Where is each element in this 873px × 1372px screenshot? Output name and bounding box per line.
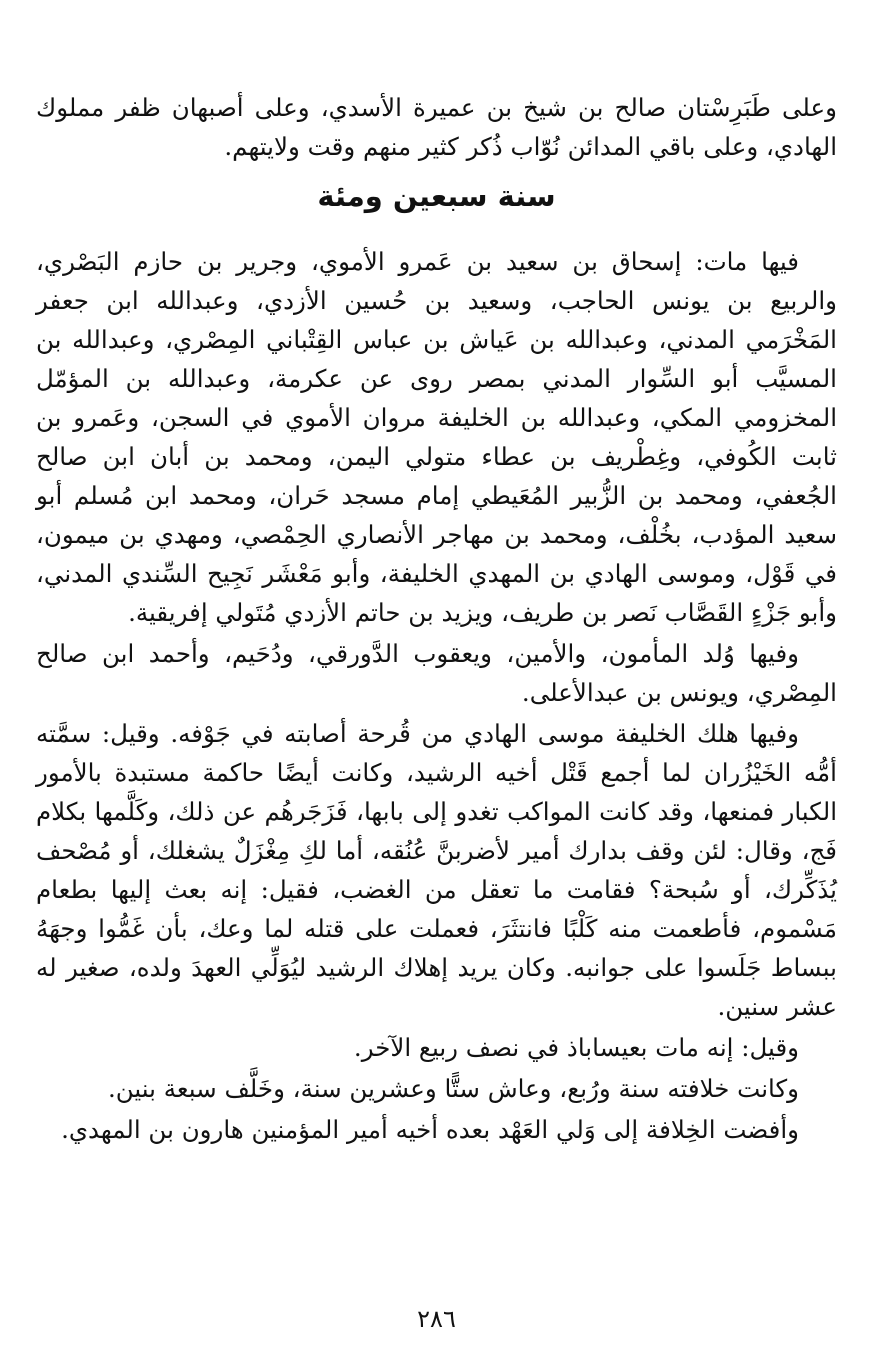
- reign-paragraph: وكانت خلافته سنة ورُبع، وعاش ستًّا وعشرين سنة، وخَلَّف سبعة بنين.: [107, 1074, 799, 1103]
- births-paragraph: وفيها وُلد المأمون، والأمين، ويعقوب الدَّورقي، ودُحَيم، وأحمد ابن صالح المِصْري، ويونس بن عبدالأعلى.: [36, 639, 837, 707]
- death-date-paragraph: وقيل: إنه مات بعيساباذ في نصف ربيع الآخر.: [353, 1033, 799, 1062]
- caliph-death-paragraph: وفيها هلك الخليفة موسى الهادي من قُرحة أصابته في جَوْفه. وقيل: سمَّته أمُّه الخَيْزُران لما أجمع قَتْل أخيه الرشيد، وكانت أيضًا حاكمة مستبدة بالأمور الكبار فمنعها، وقد كانت المواكب تغدو إلى بابها، فَزَجَرهُم عن ذلك، وكَلَّمها بكلام فَج، وقال: لئن وقف بدارك أمير لأضربنَّ عُنُقه، أما لكِ مِغْزَلٌ يشغلك، أو مُصْحف يُذَكِّرك، أو سُبحة؟ فقامت ما تعقل من الغضب، فقيل: إنه بعث إليها بطعام مَسْموم، فأطعمت منه كَلْبًا فانتثَرَ، فعملت على قتله لما وعك، بأن غَمُّوا وجهَهُ ببساط جَلَسوا على جوانبه. وكان يريد إهلاك الرشيد ليُوَلِّي العهدَ ولده، صغير له عشر سنين.: [36, 719, 837, 1021]
- section-heading: سنة سبعين ومئة: [317, 179, 556, 213]
- page-number: ٢٨٦: [417, 1305, 456, 1333]
- deaths-paragraph: فيها مات: إسحاق بن سعيد بن عَمرو الأموي، وجرير بن حازم البَصْري، والربيع بن يونس الحاجب، وسعيد بن حُسين الأزدي، وعبدالله ابن جعفر المَخْرَمي المدني، وعبدالله بن عَياش بن عباس القِتْباني المِصْري، وعبدالله بن المسيَّب أبو السِّوار المدني بمصر روى عن عكرمة، وعبدالله بن المؤمّل المخزومي المكي، وعبدالله بن الخليفة مروان الأموي في السجن، وعَمرو بن ثابت الكُوفي، وغِطْريف بن عطاء متولي اليمن، ومحمد بن أبان ابن صالح الجُعفي، ومحمد بن الزُّبير المُعَيطي إمام مسجد حَران، ومحمد ابن مُسلم أبو سعيد المؤدب، بخُلْف، ومحمد بن مهاجر الأنصاري الحِمْصي، ومهدي بن ميمون، في قَوْل، وموسى الهادي بن المهدي الخليفة، وأبو مَعْشَر نَجِيح السِّندي المدني، وأبو جَزْءٍ القَصَّاب نَصر بن طريف، ويزيد بن حاتم الأزدي مُتَولي إفريقية.: [36, 247, 837, 627]
- succession-paragraph: وأفضت الخِلافة إلى وَلي العَهْد بعده أخيه أمير المؤمنين هارون بن المهدي.: [61, 1115, 799, 1144]
- intro-paragraph: وعلى طَبَرِسْتان صالح بن شيخ بن عميرة الأسدي، وعلى أصبهان ظفر مملوك الهادي، وعلى باقي المدائن نُوّاب ذُكر كثير منهم وقت ولايتهم.: [36, 93, 837, 161]
